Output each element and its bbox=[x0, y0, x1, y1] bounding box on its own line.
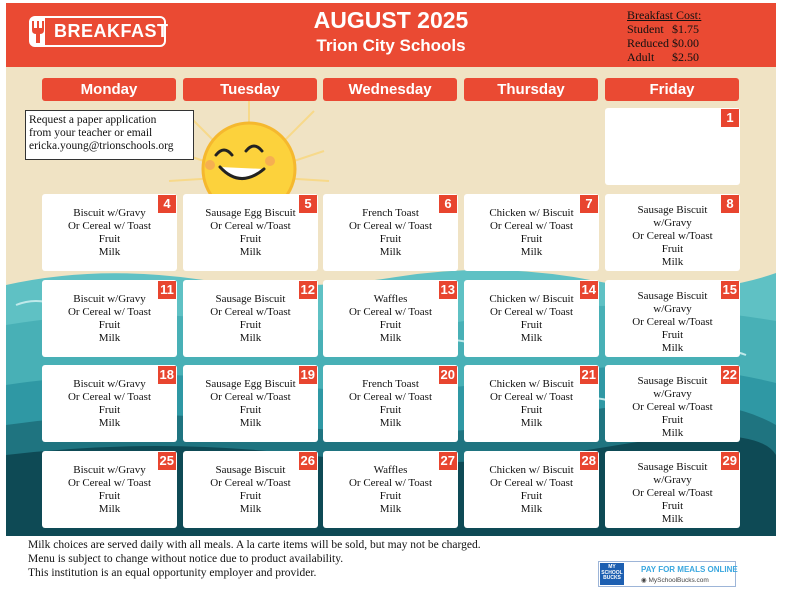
date-badge: 22 bbox=[722, 367, 737, 382]
menu-line: Fruit bbox=[661, 414, 684, 426]
date-badge: 20 bbox=[440, 367, 455, 382]
date-badge: 7 bbox=[580, 195, 598, 213]
notice-line: Request a paper application bbox=[29, 114, 157, 126]
page-title: AUGUST 2025 bbox=[313, 7, 469, 33]
day-cell bbox=[464, 280, 599, 357]
menu-line: Fruit bbox=[379, 319, 402, 331]
menu-line: Fruit bbox=[520, 404, 543, 416]
menu-items bbox=[326, 464, 455, 516]
day-cell bbox=[183, 451, 318, 528]
cost-price: $2.50 bbox=[672, 50, 699, 64]
footer-line: Menu is subject to change without notice due to product availability. bbox=[28, 553, 344, 565]
day-cell bbox=[323, 365, 458, 442]
day-cell bbox=[323, 194, 458, 271]
menu-items bbox=[608, 375, 737, 440]
menu-items bbox=[186, 207, 315, 259]
day-cell bbox=[464, 451, 599, 528]
menu-line: Waffles bbox=[373, 464, 408, 476]
menu-items bbox=[467, 293, 596, 345]
menu-line: Fruit bbox=[239, 233, 262, 245]
menu-line: Fruit bbox=[239, 490, 262, 502]
menu-line: Or Cereal w/ Toast bbox=[67, 391, 152, 403]
menu-line: Or Cereal w/Toast bbox=[210, 306, 291, 318]
menu-items bbox=[186, 293, 315, 345]
footer-line: This institution is an equal opportunity employer and provider. bbox=[28, 567, 317, 579]
menu-line: Or Cereal w/Toast bbox=[210, 391, 291, 403]
menu-line: Or Cereal w/Toast bbox=[632, 230, 713, 242]
date-badge: 19 bbox=[300, 367, 315, 382]
day-cell bbox=[605, 365, 740, 442]
cost-box bbox=[627, 8, 701, 64]
cost-row bbox=[627, 36, 701, 50]
menu-line: Chicken w/ Biscuit bbox=[489, 207, 574, 219]
day-header-thursday: Thursday bbox=[464, 78, 598, 101]
cost-row bbox=[627, 22, 701, 36]
day-cell bbox=[42, 365, 177, 442]
date-badge: 18 bbox=[159, 367, 174, 382]
menu-items bbox=[45, 464, 174, 516]
date-badge: 28 bbox=[581, 453, 596, 468]
menu-line: Biscuit w/Gravy bbox=[73, 464, 146, 476]
menu-line: Or Cereal w/ Toast bbox=[348, 220, 433, 232]
menu-items bbox=[326, 378, 455, 430]
menu-line: Or Cereal w/Toast bbox=[632, 487, 713, 499]
menu-line: Fruit bbox=[98, 404, 121, 416]
date-badge: 5 bbox=[299, 195, 317, 213]
date-badge: 1 bbox=[721, 109, 739, 127]
menu-line: Milk bbox=[379, 503, 402, 515]
menu-line: Or Cereal w/ Toast bbox=[489, 391, 574, 403]
notice-line: from your teacher or email bbox=[29, 127, 153, 139]
menu-items bbox=[467, 464, 596, 516]
menu-line: Fruit bbox=[98, 319, 121, 331]
menu-line: Fruit bbox=[98, 233, 121, 245]
day-cell bbox=[183, 194, 318, 271]
menu-line: Milk bbox=[520, 246, 543, 258]
menu-line: Biscuit w/Gravy bbox=[73, 378, 146, 390]
menu-items bbox=[326, 207, 455, 259]
day-header-monday: Monday bbox=[42, 78, 176, 101]
menu-line: Or Cereal w/Toast bbox=[632, 316, 713, 328]
notice-line: ericka.young@trionschools.org bbox=[29, 140, 174, 152]
menu-line: w/Gravy bbox=[653, 303, 692, 315]
day-cell bbox=[183, 365, 318, 442]
menu-line: Biscuit w/Gravy bbox=[73, 207, 146, 219]
menu-items bbox=[608, 290, 737, 355]
cost-price: $1.75 bbox=[672, 22, 699, 36]
menu-line: Fruit bbox=[98, 490, 121, 502]
menu-line: Sausage Egg Biscuit bbox=[205, 378, 296, 390]
date-badge: 25 bbox=[159, 453, 174, 468]
menu-line: Sausage Biscuit bbox=[637, 375, 708, 387]
day-cell bbox=[183, 280, 318, 357]
menu-line: Sausage Biscuit bbox=[637, 461, 708, 473]
menu-line: Milk bbox=[661, 256, 684, 268]
menu-line: Milk bbox=[520, 417, 543, 429]
menu-items bbox=[186, 464, 315, 516]
day-cell bbox=[42, 194, 177, 271]
cost-row bbox=[627, 50, 701, 64]
date-badge: 11 bbox=[158, 281, 176, 299]
menu-line: w/Gravy bbox=[653, 388, 692, 400]
menu-line: Milk bbox=[98, 417, 121, 429]
menu-items bbox=[326, 293, 455, 345]
menu-line: Sausage Biscuit bbox=[637, 204, 708, 216]
menu-line: Or Cereal w/ Toast bbox=[489, 220, 574, 232]
menu-line: Or Cereal w/ Toast bbox=[489, 477, 574, 489]
day-cell bbox=[605, 108, 740, 185]
menu-line: Milk bbox=[661, 342, 684, 354]
menu-line: Chicken w/ Biscuit bbox=[489, 293, 574, 305]
menu-line: Fruit bbox=[379, 490, 402, 502]
date-badge: 26 bbox=[300, 453, 315, 468]
site-icon: ◉ bbox=[641, 577, 647, 584]
menu-line: Fruit bbox=[520, 233, 543, 245]
day-cell bbox=[605, 280, 740, 357]
menu-line: Milk bbox=[98, 246, 121, 258]
menu-line: Milk bbox=[239, 332, 262, 344]
menu-line: Milk bbox=[379, 332, 402, 344]
menu-line: Fruit bbox=[520, 490, 543, 502]
site-url: MySchoolBucks.com bbox=[648, 577, 709, 584]
menu-line: Or Cereal w/ Toast bbox=[67, 477, 152, 489]
day-header-wednesday: Wednesday bbox=[323, 78, 457, 101]
menu-line: Fruit bbox=[661, 500, 684, 512]
menu-line: Milk bbox=[239, 503, 262, 515]
menu-line: Chicken w/ Biscuit bbox=[489, 464, 574, 476]
date-badge: 8 bbox=[721, 195, 739, 213]
menu-line: Waffles bbox=[373, 293, 408, 305]
day-cell bbox=[605, 194, 740, 271]
day-cell bbox=[42, 451, 177, 528]
myschoolbucks-site bbox=[641, 576, 709, 584]
day-cell bbox=[323, 280, 458, 357]
date-badge: 21 bbox=[581, 367, 596, 382]
menu-line: Sausage Biscuit bbox=[215, 464, 286, 476]
day-cell bbox=[323, 451, 458, 528]
menu-items bbox=[45, 293, 174, 345]
menu-line: Milk bbox=[239, 417, 262, 429]
menu-line: Or Cereal w/Toast bbox=[632, 401, 713, 413]
menu-line: Fruit bbox=[379, 233, 402, 245]
menu-items bbox=[45, 378, 174, 430]
menu-line: Or Cereal w/ Toast bbox=[348, 391, 433, 403]
menu-line: w/Gravy bbox=[653, 217, 692, 229]
logo-line: SCHOOL bbox=[601, 569, 623, 576]
menu-line: Milk bbox=[520, 332, 543, 344]
menu-line: Sausage Biscuit bbox=[637, 290, 708, 302]
day-cell bbox=[464, 194, 599, 271]
menu-line: Or Cereal w/ Toast bbox=[348, 306, 433, 318]
date-badge: 29 bbox=[722, 453, 737, 468]
myschoolbucks-logo bbox=[600, 563, 624, 585]
date-badge: 14 bbox=[581, 282, 596, 297]
cost-title: Breakfast Cost: bbox=[627, 8, 702, 22]
date-badge: 12 bbox=[300, 282, 315, 297]
day-header-friday: Friday bbox=[605, 78, 739, 101]
menu-line: Fruit bbox=[239, 319, 262, 331]
menu-line: Or Cereal w/ Toast bbox=[489, 306, 574, 318]
menu-line: Milk bbox=[379, 246, 402, 258]
menu-line: Fruit bbox=[379, 404, 402, 416]
menu-line: Milk bbox=[239, 246, 262, 258]
menu-line: Or Cereal w/Toast bbox=[210, 477, 291, 489]
date-badge: 27 bbox=[440, 453, 455, 468]
menu-items bbox=[608, 204, 737, 269]
menu-line: Or Cereal w/ Toast bbox=[348, 477, 433, 489]
menu-items bbox=[467, 378, 596, 430]
district-name: Trion City Schools bbox=[316, 36, 466, 55]
menu-line: Fruit bbox=[239, 404, 262, 416]
day-cell bbox=[464, 365, 599, 442]
cost-label: Adult bbox=[627, 50, 655, 64]
menu-line: Chicken w/ Biscuit bbox=[489, 378, 574, 390]
menu-line: Milk bbox=[98, 503, 121, 515]
cost-label: Student bbox=[627, 22, 664, 36]
menu-line: Sausage Egg Biscuit bbox=[205, 207, 296, 219]
cost-label: Reduced bbox=[627, 36, 669, 50]
menu-line: Fruit bbox=[661, 243, 684, 255]
menu-line: Sausage Biscuit bbox=[215, 293, 286, 305]
date-badge: 13 bbox=[440, 282, 455, 297]
menu-line: French Toast bbox=[362, 378, 419, 390]
menu-calendar bbox=[6, 3, 776, 536]
menu-line: Or Cereal w/ Toast bbox=[67, 306, 152, 318]
logo-line: MY bbox=[608, 564, 616, 570]
menu-line: Milk bbox=[379, 417, 402, 429]
pay-online-label: PAY FOR MEALS ONLINE bbox=[641, 565, 738, 574]
menu-line: Milk bbox=[661, 427, 684, 439]
menu-line: Milk bbox=[520, 503, 543, 515]
menu-line: Milk bbox=[98, 332, 121, 344]
menu-line: Biscuit w/Gravy bbox=[73, 293, 146, 305]
menu-items bbox=[467, 207, 596, 259]
menu-items bbox=[45, 207, 174, 259]
menu-items bbox=[186, 378, 315, 430]
date-badge: 4 bbox=[158, 195, 176, 213]
logo-line: BUCKS bbox=[603, 575, 621, 581]
menu-line: French Toast bbox=[362, 207, 419, 219]
menu-line: Fruit bbox=[661, 329, 684, 341]
day-header-tuesday: Tuesday bbox=[183, 78, 317, 101]
logo-text: BREAKFAST bbox=[54, 21, 169, 41]
menu-line: Fruit bbox=[520, 319, 543, 331]
footer-notes bbox=[28, 538, 481, 580]
date-badge: 15 bbox=[722, 282, 737, 297]
day-cell bbox=[42, 280, 177, 357]
day-cell bbox=[605, 451, 740, 528]
footer-line: Milk choices are served daily with all meals. A la carte items will be sold, but may not be charged. bbox=[28, 539, 481, 551]
calendar-header bbox=[6, 3, 776, 67]
menu-line: w/Gravy bbox=[653, 474, 692, 486]
menu-items bbox=[608, 461, 737, 526]
date-badge: 6 bbox=[439, 195, 457, 213]
cost-price: $0.00 bbox=[672, 36, 699, 50]
menu-line: Or Cereal w/Toast bbox=[210, 220, 291, 232]
myschoolbucks-badge[interactable] bbox=[598, 561, 736, 587]
menu-line: Milk bbox=[661, 513, 684, 525]
application-notice bbox=[25, 110, 194, 160]
menu-line: Or Cereal w/ Toast bbox=[67, 220, 152, 232]
